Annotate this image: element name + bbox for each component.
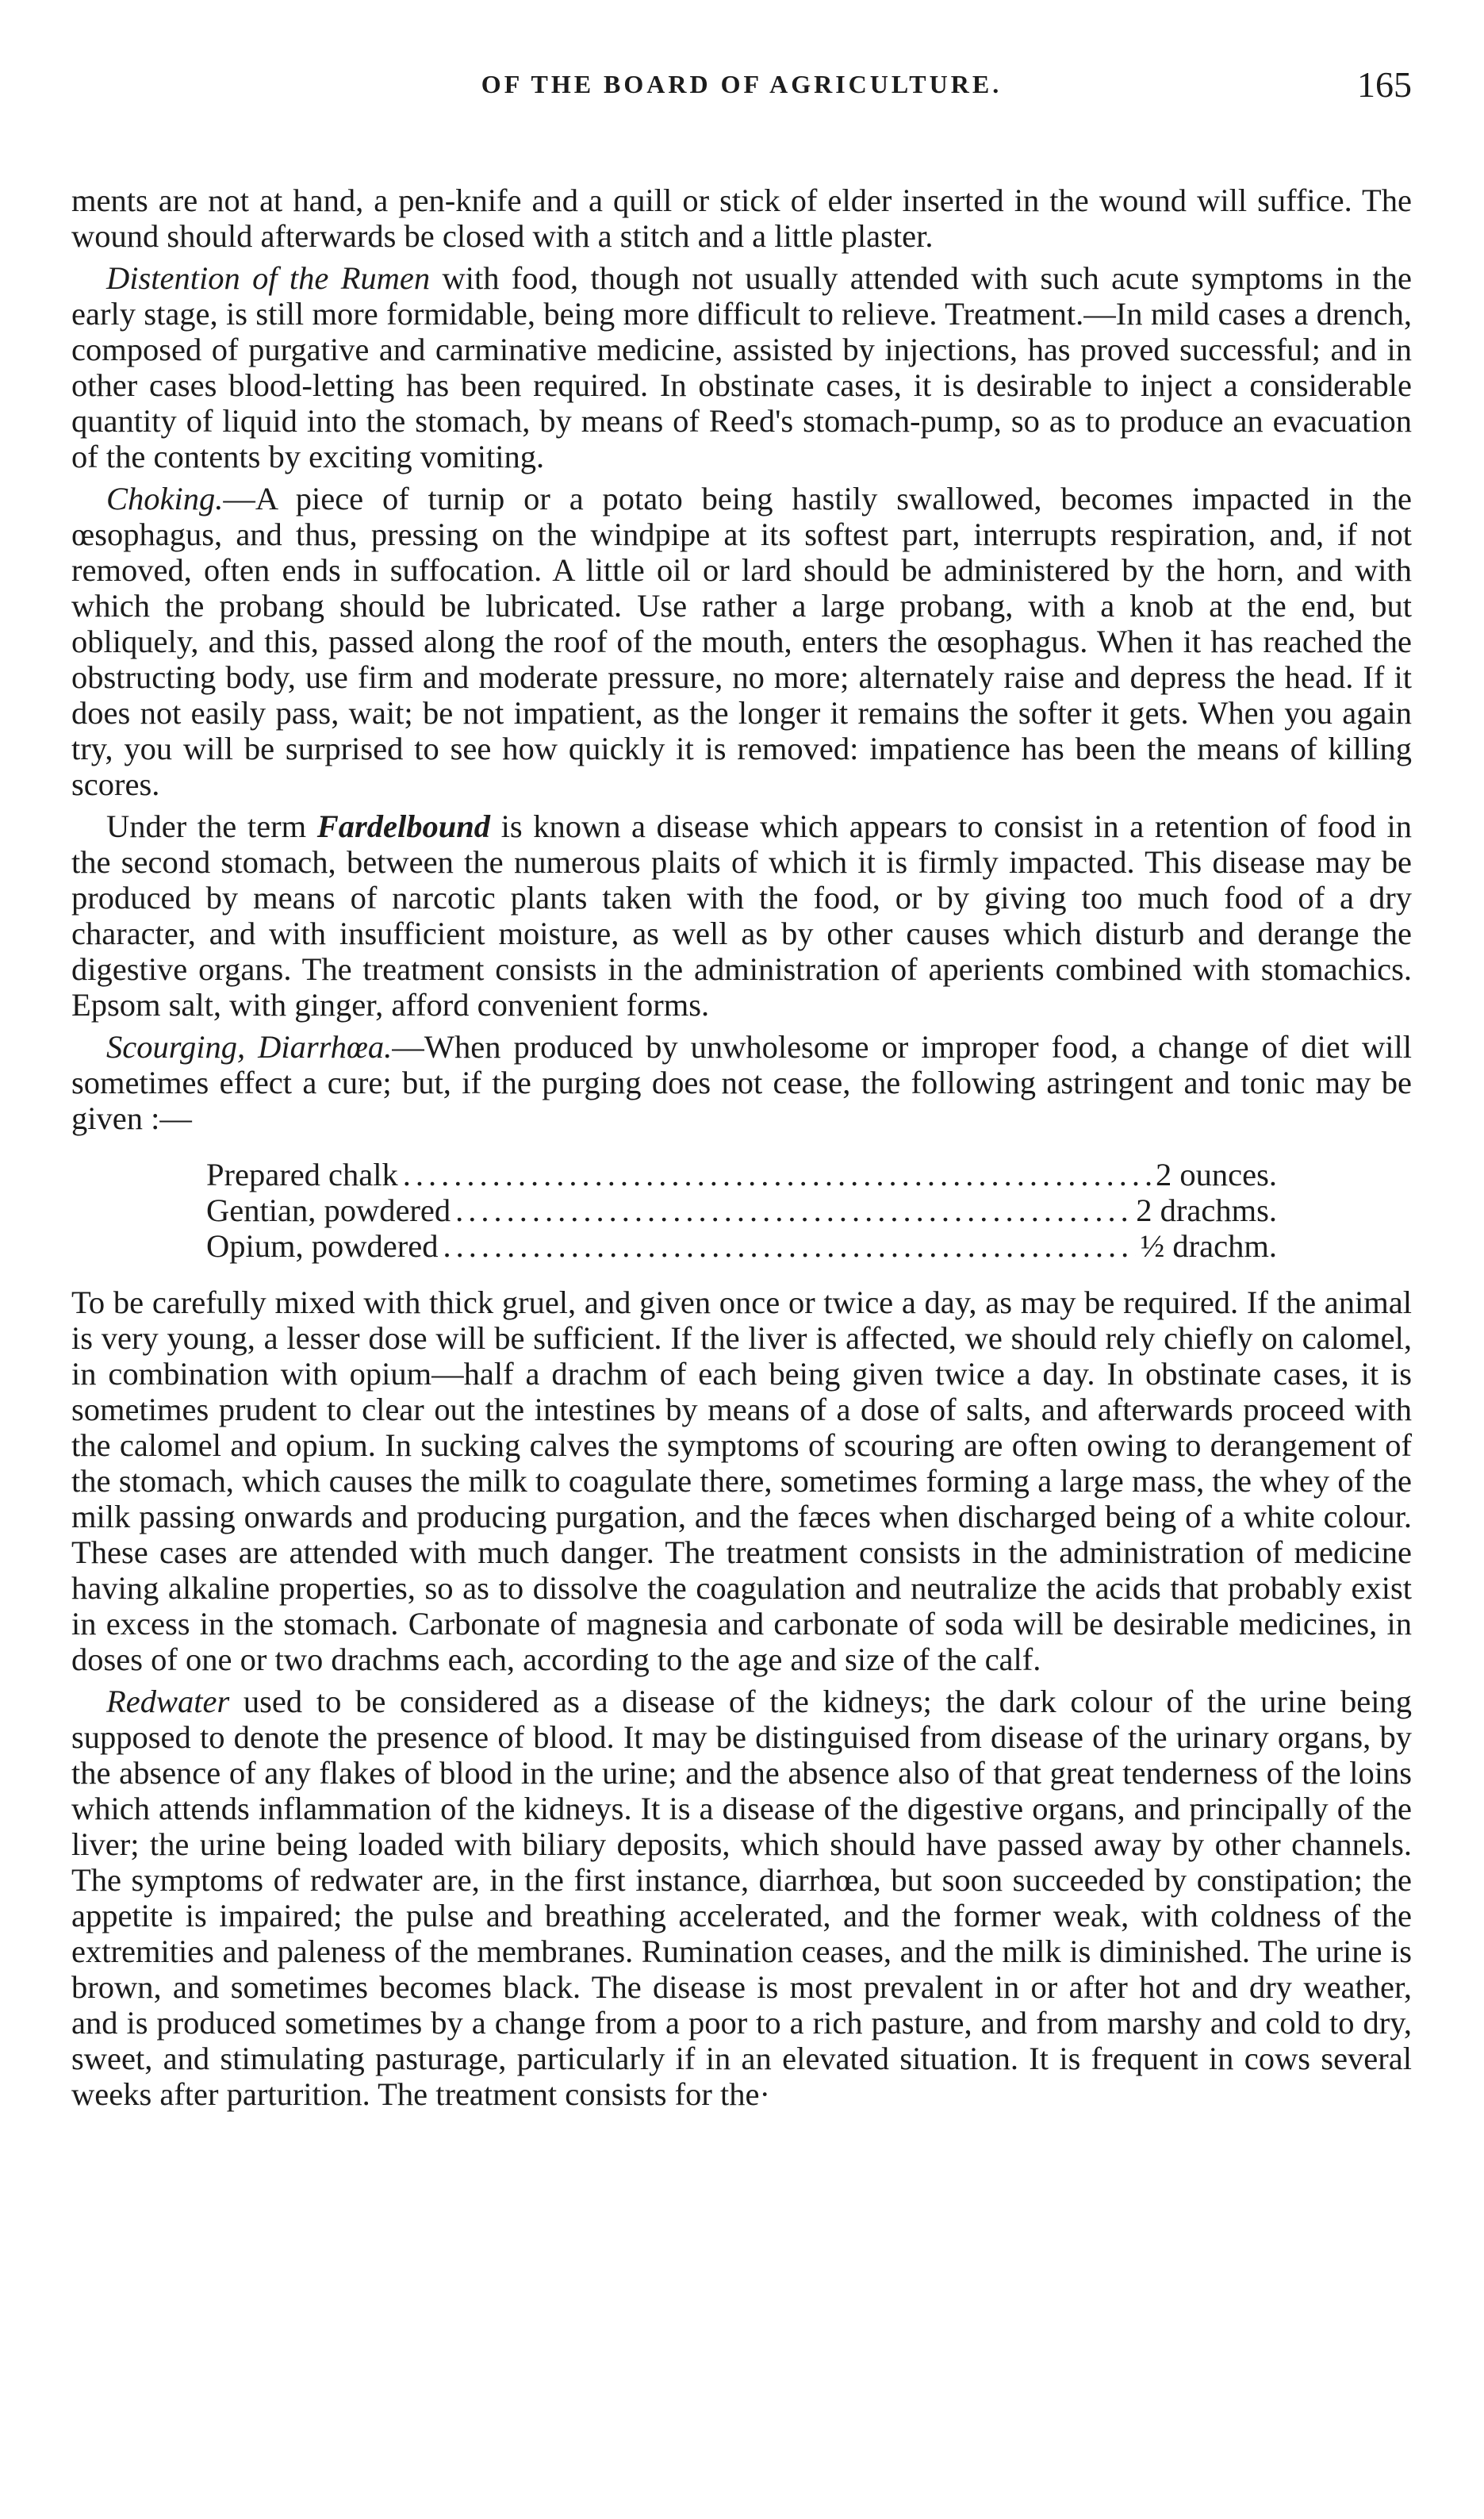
paragraph-distention-of-rumen (71, 260, 1412, 474)
body-text (71, 182, 1412, 2112)
paragraph-scourging (71, 1029, 1412, 1136)
paragraph-text: ments are not at hand, a pen-knife and a quill or stick of elder inserted in the wound will suffice. The wound should afterwards be closed with a stitch and a little plaster. (71, 182, 1412, 254)
recipe-ingredient: Gentian, powdered (206, 1192, 451, 1228)
recipe-quantity: ½ drachm. (1140, 1228, 1277, 1264)
paragraph-text: is known a disease which appears to consist in a retention of food in the second stomach, between the numerous plaits of which it is firmly impacted. This disease may be produced by means of narcotic plants taken with the food, or by giving too much food of a dry character, and with insufficient moisture, as well as by other causes which disturb and derange the digestive organs. The treatment consists in the administration of aperients combined with stomachics. Epsom salt, with ginger, afford convenient forms. (71, 808, 1413, 1023)
paragraph-choking (71, 481, 1412, 802)
paragraph-dosage-instructions (71, 1284, 1412, 1677)
paragraph-text: with food, though not usually attended with such acute symptoms in the early stage, is still more formidable, being more difficult to relieve. Treatment.—In mild cases a drench, composed of purgative and carminative medicine, assisted by injections, has proved successful; and in other cases blood-letting has been required. In obstinate cases, it is desirable to inject a considerable quantity of liquid into the stomach, by means of Reed's stomach-pump, so as to produce an evacuation of the contents by exciting vomiting. (71, 260, 1412, 474)
recipe-ingredient: Prepared chalk (206, 1157, 398, 1192)
recipe-table (206, 1157, 1277, 1264)
recipe-row (206, 1157, 1277, 1192)
recipe-quantity: 2 ounces. (1156, 1157, 1277, 1192)
term-choking: Choking. (106, 481, 224, 516)
paragraph-text: To be carefully mixed with thick gruel, and given once or twice a day, as may be required. If the animal is very young, a lesser dose will be sufficient. If the liver is affected, we should rely chiefly on calomel, in combination with opium—half a drachm of each being given twice a day. In obstinate cases, it is sometimes prudent to clear out the intestines by means of a dose of salts, and afterwards proceed with the calomel and opium. In sucking calves the symptoms of scouring are often owing to derangement of the stomach, which causes the milk to coagulate there, sometimes forming a large mass, the whey of the milk passing onwards and producing purgation, and the fæces when discharged being of a white colour. These cases are attended with much danger. The treatment consists in the administration of medicine having alkaline properties, so as to dissolve the coagulation and neutralize the acids that probably exist in excess in the stomach. Carbonate of magnesia and carbonate of soda will be desirable medicines, in doses of one or two drachms each, according to the age and size of the calf. (71, 1284, 1412, 1677)
term-scourging-diarrhoea: Scourging, Diarrhœa. (106, 1029, 393, 1065)
page-header (71, 63, 1412, 136)
page-number: 165 (1357, 64, 1412, 105)
paragraph-redwater (71, 1684, 1412, 2112)
term-distention-of-rumen: Distention of the Rumen (106, 260, 431, 296)
book-page (71, 63, 1412, 2459)
term-redwater: Redwater (106, 1684, 230, 1719)
term-fardelbound: Fardelbound (316, 808, 490, 844)
paragraph-wound-closing (71, 182, 1412, 254)
leader-dots (443, 1228, 1135, 1264)
paragraph-text: —When produced by unwholesome or improper food, a change of diet will sometimes effect a cure; but, if the purging does not cease, the following astringent and tonic may be given :— (71, 1029, 1412, 1136)
recipe-row (206, 1192, 1277, 1228)
running-title: OF THE BOARD OF AGRICULTURE. (481, 70, 1003, 98)
paragraph-text: —A piece of turnip or a potato being hastily swallowed, becomes impacted in the œsophagus, and thus, pressing on the windpipe at its softest part, interrupts respiration, and, if not removed, often ends in suffocation. A little oil or lard should be administered by the horn, and with which the probang should be lubricated. Use rather a large probang, with a knob at the end, but obliquely, and this, passed along the roof of the mouth, enters the œsophagus. When it has reached the obstructing body, use firm and moderate pressure, no more; alternately raise and depress the head. If it does not easily pass, wait; be not impatient, as the longer it remains the softer it gets. When you again try, you will be surprised to see how quickly it is removed: impatience has been the means of killing scores. (71, 481, 1412, 802)
paragraph-lead: Under the term (106, 808, 317, 844)
leader-dots (403, 1157, 1151, 1192)
paragraph-text: used to be considered as a disease of the kidneys; the dark colour of the urine being supposed to denote the presence of blood. It may be distinguised from disease of the urinary organs, by the absence of any flakes of blood in the urine; and the absence also of that great tenderness of the loins which attends inflammation of the kidneys. It is a disease of the digestive organs, and principally of the liver; the urine being loaded with biliary deposits, which should have passed away by other channels. The symptoms of redwater are, in the first instance, diarrhœa, but soon succeeded by constipation; the appetite is impaired; the pulse and breathing accelerated, and the former weak, with coldness of the extremities and paleness of the membranes. Rumination ceases, and the milk is diminished. The urine is brown, and sometimes becomes black. The disease is most prevalent in or after hot and dry weather, and is produced sometimes by a change from a poor to a rich pasture, and from marshy and cold to dry, sweet, and stimulating pasturage, particularly if in an elevated situation. It is frequent in cows several weeks after parturition. The treatment consists for the· (71, 1684, 1412, 2112)
recipe-quantity: 2 drachms. (1136, 1192, 1277, 1228)
leader-dots (455, 1192, 1131, 1228)
recipe-ingredient: Opium, powdered (206, 1228, 439, 1264)
recipe-row (206, 1228, 1277, 1264)
paragraph-fardelbound (71, 808, 1412, 1023)
